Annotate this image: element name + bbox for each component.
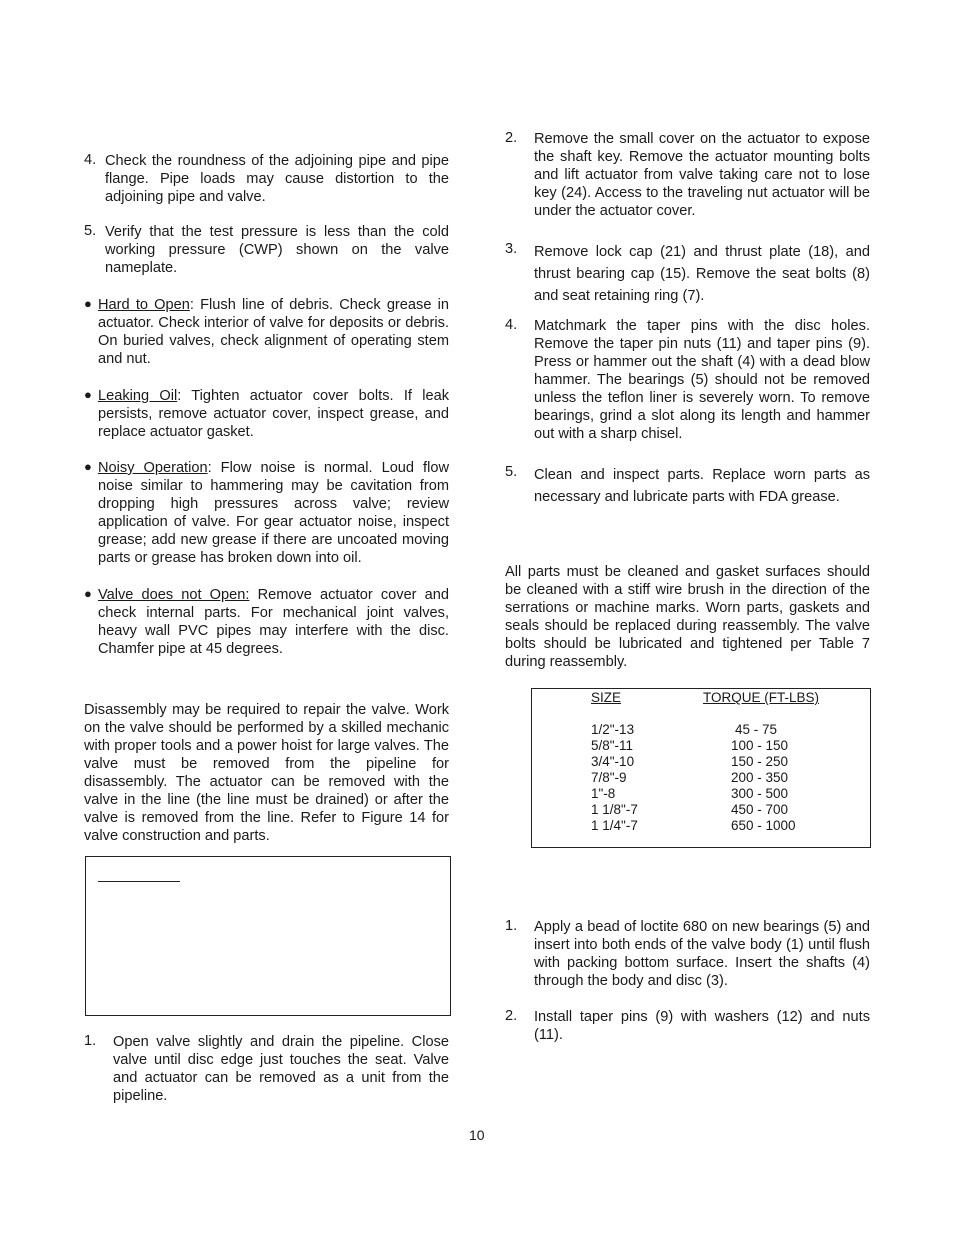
table-header-size: SIZE [591, 690, 622, 705]
table-cell-torque: 150 - 250 [731, 754, 789, 769]
list-item [505, 241, 870, 307]
item-number: 1. [505, 918, 518, 934]
list-item [84, 223, 449, 277]
table-cell-torque: 200 - 350 [731, 770, 789, 785]
item-text: Check the roundness of the adjoining pipe and pipe flange. Pipe loads may cause distortion to the adjoining pipe and valve. [105, 153, 449, 205]
item-number: 5. [505, 464, 518, 480]
item-text: Clean and inspect parts. Replace worn parts as necessary and lubricate parts with FDA grease. [534, 467, 870, 505]
note-underline [98, 881, 180, 882]
item-text: Apply a bead of loctite 680 on new bearings (5) and insert into both ends of the valve body (1) until flush with packing bottom surface. Insert the shafts (4) through the body and disc (3). [534, 919, 870, 989]
list-item [505, 464, 870, 508]
bullet-text: : Tighten actuator cover bolts. If leak persists, remove actuator cover, inspect grease, and replace actuator gasket. [98, 388, 449, 440]
list-item [84, 152, 449, 206]
bullet-text: : Flow noise is normal. Loud flow noise similar to hammering may be cavitation from dropping high pressures across valve; review application of valve. For gear actuator noise, inspect grease; add new grease if there are uncoated moving parts or grease has broken down into oil. [98, 460, 450, 566]
bullet-label: Hard to Open [98, 297, 190, 313]
table-cell-torque: 450 - 700 [731, 802, 789, 817]
bullet-icon: ● [84, 387, 92, 402]
table-cell-size: 5/8"-11 [591, 738, 634, 753]
bullet-label: Valve does not Open: [98, 587, 250, 603]
bullet-text: : Flush line of debris. Check grease in actuator. Check interior of valve for deposits or debris. On buried valves, check alignment of operating stem and nut. [98, 297, 449, 367]
item-text: Open valve slightly and drain the pipeline. Close valve until disc edge just touches the seat. Valve and actuator can be removed as a unit from the pipeline. [113, 1034, 449, 1104]
item-number: 4. [84, 152, 97, 168]
table-cell-size: 1 1/8"-7 [591, 802, 638, 817]
list-item [84, 1033, 449, 1105]
item-number: 2. [505, 130, 518, 146]
page-number: 10 [469, 1127, 485, 1143]
list-item [505, 918, 870, 990]
list-item [505, 1008, 870, 1044]
bullet-label: Leaking Oil [98, 388, 178, 404]
item-number: 3. [505, 241, 518, 257]
table-cell-size: 1/2"-13 [591, 722, 635, 737]
table-cell-size: 3/4"-10 [591, 754, 635, 769]
list-item [505, 317, 870, 443]
item-text: Remove lock cap (21) and thrust plate (18), and thrust bearing cap (15). Remove the seat bolts (8) and seat retaining ring (7). [534, 244, 870, 304]
bullet-item [84, 586, 450, 658]
item-text: Verify that the test pressure is less than the cold working pressure (CWP) shown on the valve nameplate. [105, 224, 449, 276]
bullet-icon: ● [84, 296, 92, 311]
item-number: 4. [505, 317, 518, 333]
bullet-text: Remove actuator cover and check internal parts. For mechanical joint valves, heavy wall PVC pipes may interfere with the disc. Chamfer pipe at 45 degrees. [98, 587, 450, 657]
table-cell-torque: 650 - 1000 [731, 818, 796, 833]
item-number: 1. [84, 1033, 97, 1049]
item-text: Matchmark the taper pins with the disc holes. Remove the taper pin nuts (11) and taper pins (9). Press or hammer out the shaft (4) with a dead blow hammer. The bearings (5) should not be removed unless the teflon liner is severely worn. To remove bearings, grind a slot along its length and hammer out with a sharp chisel. [534, 318, 870, 442]
table-cell-size: 1 1/4"-7 [591, 818, 638, 833]
table-cell-torque: 45 - 75 [735, 722, 778, 737]
note-box [85, 856, 451, 1016]
item-text: Remove the small cover on the actuator to expose the shaft key. Remove the actuator mounting bolts and lift actuator from valve taking care not to lose key (24). Access to the traveling nut actuator will be under the actuator cover. [534, 131, 870, 219]
table-cell-torque: 100 - 150 [731, 738, 789, 753]
item-number: 5. [84, 223, 97, 239]
item-number: 2. [505, 1008, 518, 1024]
cleaning-paragraph: All parts must be cleaned and gasket surfaces should be cleaned with a stiff wire brush in the direction of the serrations or machine marks. Worn parts, gaskets and seals should be replaced during reassembly. The valve bolts should be lubricated and tightened per Table 7 during reassembly. [505, 564, 870, 670]
bullet-item [84, 296, 449, 368]
bullet-item [84, 387, 449, 441]
torque-table [531, 688, 871, 848]
item-text: Install taper pins (9) with washers (12) and nuts (11). [534, 1009, 870, 1043]
table-cell-size: 1"-8 [591, 786, 616, 801]
disassembly-paragraph: Disassembly may be required to repair the valve. Work on the valve should be performed by a skilled mechanic with proper tools and a power hoist for large valves. The valve must be removed from the pipeline for disassembly. The actuator can be removed with the valve in the line (the line must be drained) or after the valve is removed from the line. Refer to Figure 14 for valve construction and parts. [84, 702, 449, 844]
bullet-item [84, 459, 450, 567]
bullet-icon: ● [84, 459, 92, 474]
table-header-torque: TORQUE (FT-LBS) [703, 690, 820, 705]
bullet-icon: ● [84, 586, 92, 601]
bullet-label: Noisy Operation [98, 460, 208, 476]
table-cell-size: 7/8"-9 [591, 770, 627, 785]
table-cell-torque: 300 - 500 [731, 786, 789, 801]
list-item [505, 130, 870, 220]
